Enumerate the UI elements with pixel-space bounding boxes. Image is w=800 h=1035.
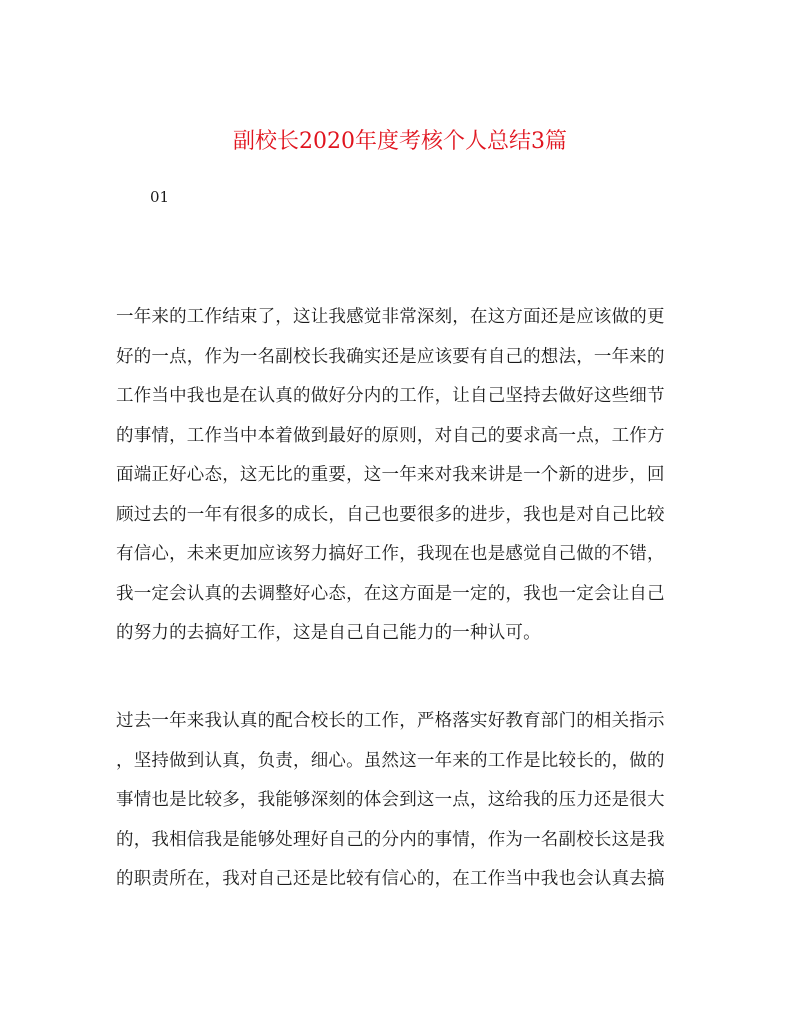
section-number: 01 (150, 188, 170, 206)
paragraph-line: 的，我相信我是能够处理好自己的分内的事情，作为一名副校长这是我 (116, 829, 665, 850)
paragraph-line: 面端正好心态，这无比的重要，这一年来对我来讲是一个新的进步，回 (116, 465, 665, 485)
paragraph-line: 我一定会认真的去调整好心态，在这方面是一定的，我也一定会让自己 (116, 583, 665, 604)
paragraph-line: 顾过去的一年有很多的成长，自己也要很多的进步，我也是对自己比较 (116, 504, 665, 525)
paragraph-line: 好的一点，作为一名副校长我确实还是应该要有自己的想法，一年来的 (116, 346, 665, 367)
paragraph-line: 一年来的工作结束了，这让我感觉非常深刻，在这方面还是应该做的更 (116, 307, 665, 327)
paragraph-2 (116, 702, 686, 900)
paragraph-line: ，坚持做到认真，负责，细心。虽然这一年来的工作是比较长的，做的 (116, 750, 665, 771)
paragraph-1 (116, 298, 686, 654)
paragraph-line: 过去一年来我认真的配合校长的工作，严格落实好教育部门的相关指示 (116, 711, 665, 731)
paragraph-line: 工作当中我也是在认真的做好分内的工作，让自己坚持去做好这些细节 (116, 386, 665, 406)
paragraph-line: 事情也是比较多，我能够深刻的体会到这一点，这给我的压力还是很大 (116, 790, 665, 810)
paragraph-line: 的职责所在，我对自己还是比较有信心的，在工作当中我也会认真去搞 (116, 869, 665, 889)
paragraph-line: 有信心，未来更加应该努力搞好工作，我现在也是感觉自己做的不错， (116, 544, 665, 564)
document-title: 副校长2020年度考核个人总结3篇 (233, 128, 567, 154)
paragraph-line: 的努力的去搞好工作，这是自己自己能力的一种认可。 (116, 623, 541, 643)
paragraph-line: 的事情，工作当中本着做到最好的原则，对自己的要求高一点，工作方 (116, 425, 665, 446)
